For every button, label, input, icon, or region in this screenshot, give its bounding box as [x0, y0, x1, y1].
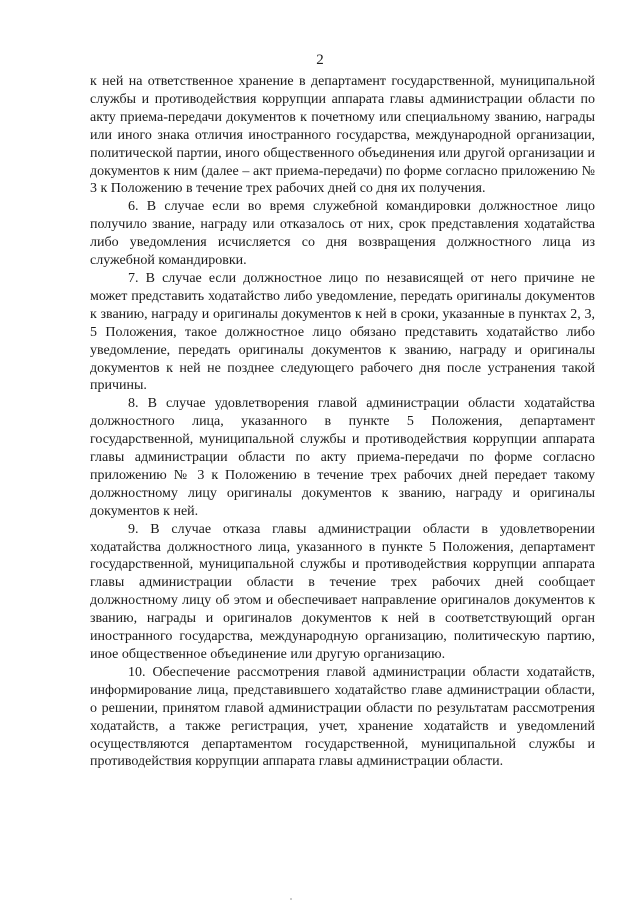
- paragraph-8: 8. В случае удовлетворения главой администрации области ходатайства должностного лица, указанного в пункте 5 Положения, департамент государственной, муниципальной службы и противодействия коррупции аппарата главы администрации области по акту приема-передачи по форме согласно приложению № 3 к Положению в течение трех рабочих дней передает такому должностному лицу оригиналы документов к званию, награду и оригиналы документов к ней.: [90, 396, 595, 519]
- scan-speck: [290, 898, 292, 900]
- document-body: [90, 73, 595, 771]
- page-number: 2: [316, 52, 324, 68]
- paragraph-10: 10. Обеспечение рассмотрения главой администрации области ходатайств, информирование лица, представившего ходатайство главе администрации области, о решении, принятом главой администрации области по результатам рассмотрения ходатайств, а также регистрация, учет, хранение ходатайств и уведомлений осуществляются департаментом государственной, муниципальной службы и противодействия коррупции аппарата главы администрации области.: [90, 664, 595, 770]
- paragraph-6: 6. В случае если во время служебной командировки должностное лицо получило звание, награду или отказалось от них, срок представления ходатайства либо уведомления исчисляется со дня возвращения должностного лица из служебной командировки.: [90, 199, 595, 269]
- paragraph-7: 7. В случае если должностное лицо по независящей от него причине не может представить ходатайство либо уведомление, передать оригиналы документов к званию, награду и оригиналы документов к ней в сроки, указанные в пунктах 2, 3, 5 Положения, такое должностное лицо обязано представить ходатайство либо уведомление, передать оригиналы документов к званию, награду и оригиналы документов к ней не позднее следующего рабочего дня после устранения такой причины.: [90, 270, 595, 394]
- paragraph-continuation: к ней на ответственное хранение в департамент государственной, муниципальной службы и противодействия коррупции аппарата главы администрации области по акту приема-передачи документов к почетному или специальному званию, награды или иного знака отличия иностранного государства, международной организации, политической партии, иного общественного объединения или другой организации и документов к ним (далее – акт приема-передачи) по форме согласно приложению № 3 к Положению в течение трех рабочих дней со дня их получения.: [90, 74, 595, 197]
- paragraph-9: 9. В случае отказа главы администрации области в удовлетворении ходатайства должностного лица, указанного в пункте 5 Положения, департамент государственной, муниципальной службы и противодействия коррупции аппарата главы администрации области в течение трех рабочих дней сообщает должностному лицу об этом и обеспечивает направление оригиналов документов к званию, награды и оригиналов документов к ней в соответствующий орган иностранного государства, международную организацию, политическую партию, иное общественное объединение или другую организацию.: [90, 521, 595, 662]
